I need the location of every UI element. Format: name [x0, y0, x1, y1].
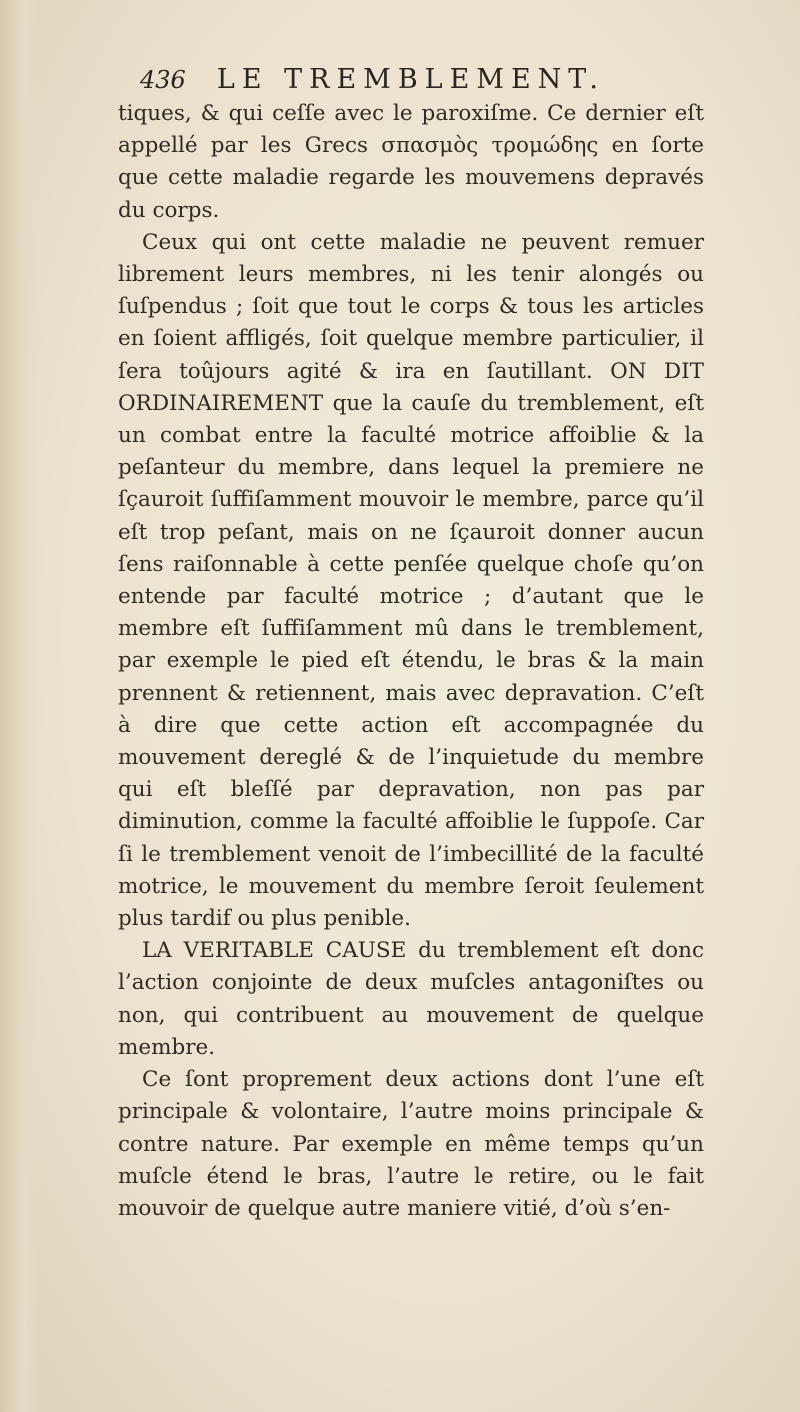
running-title: LE TREMBLEMENT. [216, 64, 605, 95]
paragraph: LA VERITABLE CAUSE du tremblement eſt donc l’action conjointe de deux muſcles antagoniſtes ou non, qui contribuent au mouvement de quelque membre. [118, 938, 704, 1060]
page-body [118, 98, 704, 1225]
page-gutter-shadow [0, 0, 40, 1412]
paragraph: Ce ſont proprement deux actions dont l’une eſt principale & volontaire, l’autre moins principale & contre nature. Par exemple en même temps qu’un muſcle étend le bras, l’autre le retire, ou le fait mouvoir de quelque autre maniere vitié, d’où s’en- [118, 1067, 704, 1221]
page-number: 436 [140, 66, 186, 94]
running-header [140, 64, 680, 95]
paragraph: Ceux qui ont cette maladie ne peuvent remuer librement leurs membres, ni les tenir alongés ou ſuſpendus ; ſoit que tout le corps & tous les articles en ſoient affligés, ſoit quelque membre particulier, il ſera toûjours agité & ira en ſautillant. ON DIT ORDINAIREMENT que la cauſe du tremblement, eſt un combat entre la faculté motrice affoiblie & la peſanteur du membre, dans lequel la premiere ne ſçauroit ſuffiſamment mouvoir le membre, parce qu’il eſt trop peſant, mais on ne ſçauroit donner aucun ſens raiſonnable à cette penſée quelque choſe qu’on entende par faculté motrice ; d’autant que le membre eſt ſuffiſamment mû dans le tremblement, par exemple le pied eſt étendu, le bras & la main prennent & retiennent, mais avec depravation. C’eſt à dire que cette action eſt accompagnée du mouvement dereglé & de l’inquietude du membre qui eſt bleſſé par depravation, non pas par diminution, comme la faculté affoiblie le ſuppoſe. Car ſi le tremblement venoit de l’imbecillité de la faculté motrice, le mouvement du membre ſeroit ſeulement plus tardif ou plus penible. [118, 229, 704, 932]
paragraph-continuation: tiques, & qui ceſſe avec le paroxiſme. Ce dernier eſt appellé par les Grecs σπασμὸς τρομώδης en ſorte que cette maladie regarde les mouvemens depravés du corps. [118, 101, 704, 223]
